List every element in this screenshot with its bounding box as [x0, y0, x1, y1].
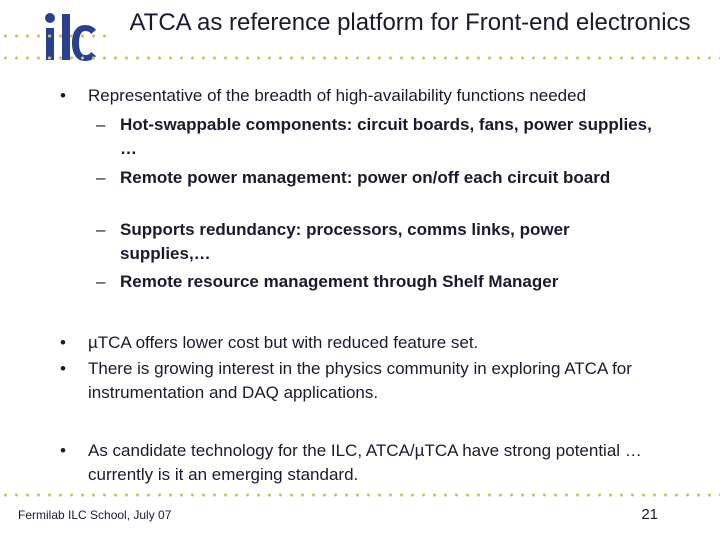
dash-marker: –	[96, 272, 106, 291]
sub-bullet-item: – Remote power management: power on/off each circuit board	[96, 166, 656, 190]
dash-marker: –	[96, 168, 106, 187]
dash-marker: –	[96, 115, 106, 134]
slide-title-text: ATCA as reference platform for Front-end electronics	[126, 9, 693, 36]
logo-text: ilc	[42, 64, 43, 65]
bullet-item: • As candidate technology for the ILC, ATCA/µTCA have strong potential …currently is it an emerging standard.	[60, 441, 642, 484]
sub-bullet-item: – Hot-swappable components: circuit boards, fans, power supplies, …	[96, 115, 652, 158]
bullet-marker: •	[60, 441, 66, 460]
sub-bullet-item: – Remote resource management through Shelf Manager	[96, 270, 676, 294]
bullet-item: • Representative of the breadth of high-availability functions needed	[60, 84, 690, 108]
dash-marker: –	[96, 220, 106, 239]
footer-source: Fermilab ILC School, July 07	[18, 508, 172, 522]
slide-title	[110, 6, 710, 40]
footer-dotted-rule	[0, 493, 720, 497]
bullet-item: • µTCA offers lower cost but with reduced feature set.	[60, 331, 690, 355]
bullet-marker: •	[60, 359, 66, 378]
header-dotted-rule	[0, 56, 720, 60]
bullet-marker: •	[60, 86, 66, 105]
sub-bullet-item: – Supports redundancy: processors, comms links, power supplies,…	[96, 220, 570, 263]
page-number: 21	[641, 506, 658, 523]
header-dotted-rule-top	[0, 34, 110, 38]
bullet-marker: •	[60, 333, 66, 352]
bullet-item: • There is growing interest in the physics community in exploring ATCA for instrumentation and DAQ applications.	[60, 359, 632, 402]
